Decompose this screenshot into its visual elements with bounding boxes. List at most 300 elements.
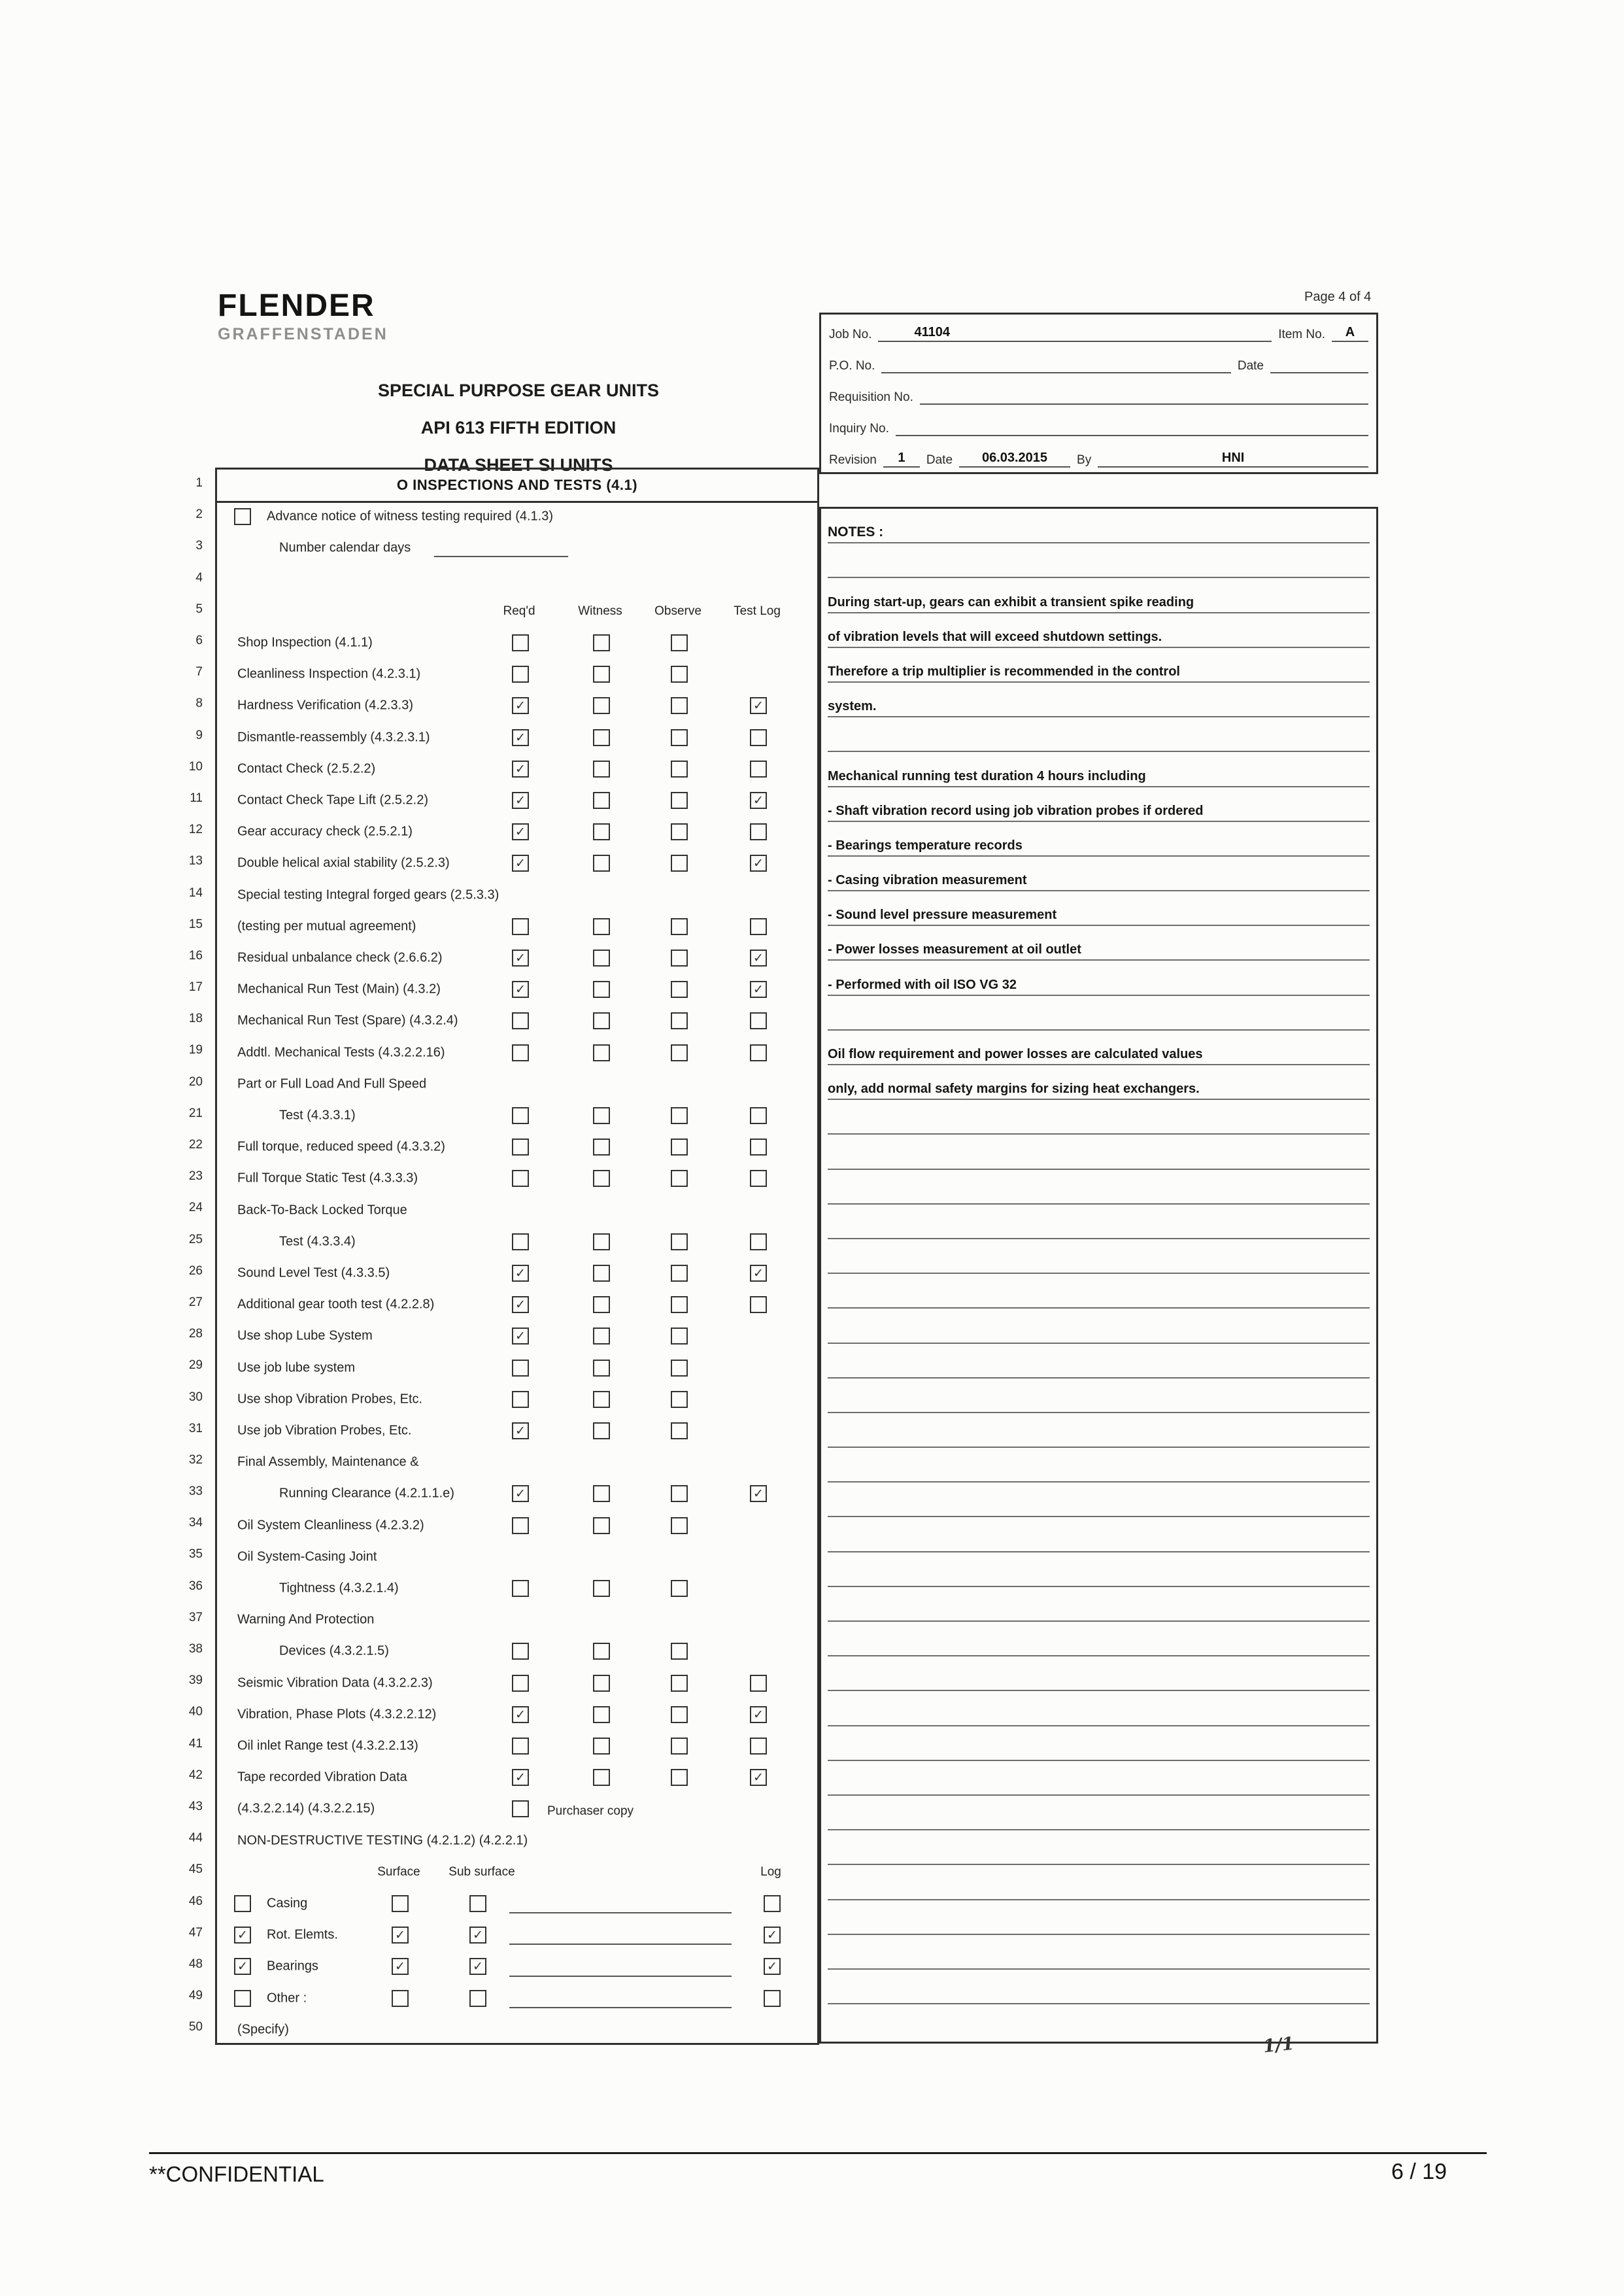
checklist-row-21 (217, 1100, 817, 1131)
col-header-observe: Observe (654, 604, 702, 618)
observe-checkbox[interactable] (671, 981, 688, 998)
row-number-column (157, 468, 208, 2043)
ndt-row (217, 1888, 817, 1919)
checklist-row-label: Contact Check (2.5.2.2) (237, 761, 376, 776)
note-blank-line (828, 717, 1370, 752)
testlog-checkbox[interactable] (750, 729, 767, 746)
checklist-row-label: Part or Full Load And Full Speed (237, 1076, 427, 1091)
note-blank-line (828, 1239, 1370, 1274)
row-number: 5 (195, 602, 203, 616)
observe-checkbox[interactable] (671, 1517, 688, 1534)
reqd-checkbox[interactable]: ✓ (512, 981, 529, 998)
flender-logo (218, 288, 388, 344)
witness-checkbox[interactable] (593, 761, 610, 778)
observe-checkbox[interactable] (671, 950, 688, 967)
witness-checkbox[interactable] (593, 666, 610, 683)
observe-checkbox[interactable] (671, 1643, 688, 1660)
checklist-row-16 (217, 942, 817, 974)
row-number: 19 (188, 1043, 203, 1057)
note-blank-line (828, 1726, 1370, 1761)
advance-notice-row (217, 501, 817, 532)
checklist-row-19 (217, 1037, 817, 1069)
checklist-row-label: Vibration, Phase Plots (4.3.2.2.12) (237, 1707, 437, 1722)
note-blank-line (828, 1865, 1370, 1900)
job-no-field[interactable]: 41104 (878, 325, 1272, 342)
surface-checkbox[interactable]: ✓ (392, 1958, 409, 1975)
reqd-checkbox[interactable] (512, 918, 529, 935)
reqd-checkbox[interactable] (512, 1517, 529, 1534)
witness-checkbox[interactable] (593, 1328, 610, 1345)
observe-checkbox[interactable] (671, 1233, 688, 1250)
testlog-checkbox[interactable] (750, 1738, 767, 1755)
checklist-row-label: Oil System Cleanliness (4.2.3.2) (237, 1518, 424, 1533)
witness-checkbox[interactable] (593, 1422, 610, 1439)
testlog-checkbox[interactable]: ✓ (750, 981, 767, 998)
witness-checkbox[interactable] (593, 729, 610, 746)
checklist-row-37 (217, 1604, 817, 1636)
testlog-checkbox[interactable] (750, 1044, 767, 1061)
note-blank-line (828, 1482, 1370, 1517)
note-blank-line (828, 1935, 1370, 1970)
note-blank-line (828, 1656, 1370, 1691)
row-number: 22 (188, 1138, 203, 1152)
ndt-write-line (509, 1976, 732, 1977)
observe-checkbox[interactable] (671, 1265, 688, 1282)
advance-notice-checkbox[interactable] (234, 508, 251, 525)
calendar-days-row (217, 532, 817, 564)
logo-graffenstaden-text: GRAFFENSTADEN (218, 325, 388, 343)
ndt-row (217, 1951, 817, 1982)
row-number: 11 (190, 791, 203, 805)
note-blank-line (828, 1309, 1370, 1343)
testlog-checkbox[interactable]: ✓ (750, 855, 767, 872)
ndt-log-header: Log (760, 1864, 781, 1879)
reqd-checkbox[interactable]: ✓ (512, 1485, 529, 1502)
reqd-checkbox[interactable]: ✓ (512, 761, 529, 778)
row-number: 32 (188, 1452, 203, 1467)
subsurface-checkbox[interactable] (469, 1990, 486, 2007)
checklist-row-label: Back-To-Back Locked Torque (237, 1203, 407, 1218)
testlog-checkbox[interactable] (750, 918, 767, 935)
checklist-row-label: Shop Inspection (4.1.1) (237, 635, 373, 650)
ndt-row-label: Other : (267, 1991, 307, 2006)
observe-checkbox[interactable] (671, 761, 688, 778)
log-checkbox[interactable]: ✓ (764, 1958, 781, 1975)
checklist-row-6 (217, 627, 817, 659)
observe-checkbox[interactable] (671, 1769, 688, 1786)
row-number: 43 (188, 1799, 203, 1813)
checklist-row-label: Mechanical Run Test (Main) (4.3.2) (237, 982, 441, 997)
inspections-panel (215, 468, 819, 2045)
note-text-line: - Casing vibration measurement (828, 857, 1370, 891)
item-checkbox[interactable]: ✓ (234, 1927, 251, 1944)
note-blank-line (828, 1170, 1370, 1205)
testlog-checkbox[interactable]: ✓ (750, 792, 767, 809)
revision-field[interactable]: 1 (883, 451, 920, 468)
inquiry-row (829, 409, 1368, 440)
ndt-row (217, 1919, 817, 1951)
checklist-row-13 (217, 848, 817, 879)
reqd-checkbox[interactable] (512, 1580, 529, 1597)
note-blank-line (828, 1691, 1370, 1726)
item-checkbox[interactable] (234, 1990, 251, 2007)
surface-checkbox[interactable] (392, 1990, 409, 2007)
observe-checkbox[interactable] (671, 1328, 688, 1345)
checklist-row-25 (217, 1226, 817, 1258)
row-number: 48 (188, 1957, 203, 1971)
checklist-row-label: Hardness Verification (4.2.3.3) (237, 698, 414, 713)
witness-checkbox[interactable] (593, 950, 610, 967)
note-text-line: - Performed with oil ISO VG 32 (828, 961, 1370, 995)
testlog-checkbox[interactable] (750, 1170, 767, 1187)
reqd-checkbox[interactable] (512, 1675, 529, 1692)
checklist-row-27 (217, 1289, 817, 1320)
witness-checkbox[interactable] (593, 1044, 610, 1061)
row-number: 21 (188, 1106, 203, 1120)
reqd-checkbox[interactable]: ✓ (512, 1328, 529, 1345)
ndt-write-line (509, 1944, 732, 1945)
testlog-checkbox[interactable] (750, 1012, 767, 1029)
note-text-line: of vibration levels that will exceed shutdown settings. (828, 613, 1370, 648)
observe-checkbox[interactable] (671, 1738, 688, 1755)
checklist-row-label: Full torque, reduced speed (4.3.3.2) (237, 1139, 445, 1154)
requisition-row (829, 377, 1368, 409)
witness-checkbox[interactable] (593, 1296, 610, 1313)
revision-row (829, 440, 1368, 471)
witness-checkbox[interactable] (593, 1738, 610, 1755)
checklist-row-label: Final Assembly, Maintenance & (237, 1454, 419, 1469)
note-blank-line (828, 1413, 1370, 1448)
row-number: 13 (188, 854, 203, 868)
row-number: 18 (188, 1012, 203, 1026)
row-number: 2 (195, 507, 203, 522)
checklist-row-label: Use job Vibration Probes, Etc. (237, 1423, 412, 1438)
observe-checkbox[interactable] (671, 1139, 688, 1156)
witness-checkbox[interactable] (593, 1580, 610, 1597)
po-no-field[interactable] (881, 356, 1230, 373)
observe-checkbox[interactable] (671, 792, 688, 809)
witness-checkbox[interactable] (593, 634, 610, 651)
witness-checkbox[interactable] (593, 1517, 610, 1534)
testlog-checkbox[interactable] (750, 1675, 767, 1692)
witness-checkbox[interactable] (593, 792, 610, 809)
reqd-checkbox[interactable] (512, 1139, 529, 1156)
testlog-checkbox[interactable] (750, 1107, 767, 1124)
checklist-row-12 (217, 816, 817, 848)
page-count-mark: 1/1 (1262, 2033, 1295, 2057)
inquiry-field[interactable] (896, 419, 1368, 436)
note-blank-line (828, 1796, 1370, 1830)
row-number: 45 (188, 1862, 203, 1877)
row-number: 15 (188, 917, 203, 931)
witness-checkbox[interactable] (593, 1360, 610, 1377)
note-text-line: - Sound level pressure measurement (828, 891, 1370, 926)
checklist-row-8 (217, 690, 817, 721)
col-header-reqd: Req'd (503, 604, 535, 618)
row-number: 26 (188, 1263, 203, 1278)
col-header-testlog: Test Log (734, 604, 781, 618)
row-number: 37 (188, 1610, 203, 1624)
observe-checkbox[interactable] (671, 1012, 688, 1029)
note-blank-line (828, 1448, 1370, 1482)
checklist-row-28 (217, 1320, 817, 1352)
reqd-checkbox[interactable]: ✓ (512, 1422, 529, 1439)
row-number: 1 (195, 476, 203, 490)
checklist-row-23 (217, 1163, 817, 1194)
witness-checkbox[interactable] (593, 1769, 610, 1786)
testlog-checkbox[interactable]: ✓ (750, 1706, 767, 1723)
po-no-row (829, 346, 1368, 377)
item-no-field[interactable]: A (1332, 325, 1368, 342)
observe-checkbox[interactable] (671, 1675, 688, 1692)
row-number: 8 (195, 696, 203, 711)
date-field[interactable] (1270, 356, 1368, 373)
reqd-checkbox[interactable]: ✓ (512, 792, 529, 809)
log-checkbox[interactable] (764, 1990, 781, 2007)
note-blank-line (828, 1135, 1370, 1169)
observe-checkbox[interactable] (671, 1485, 688, 1502)
requisition-field[interactable] (920, 388, 1368, 405)
observe-checkbox[interactable] (671, 1706, 688, 1723)
observe-checkbox[interactable] (671, 855, 688, 872)
job-info-box (819, 313, 1378, 474)
checklist-row-36 (217, 1573, 817, 1604)
reqd-checkbox[interactable]: ✓ (512, 855, 529, 872)
observe-checkbox[interactable] (671, 1170, 688, 1187)
reqd-checkbox[interactable] (512, 1643, 529, 1660)
reqd-checkbox[interactable]: ✓ (512, 1769, 529, 1786)
po-no-label: P.O. No. (829, 359, 875, 373)
checklist-row-label: Special testing Integral forged gears (2.5.3.3) (237, 887, 499, 902)
testlog-checkbox[interactable]: ✓ (750, 1265, 767, 1282)
checklist-row-label: Use shop Vibration Probes, Etc. (237, 1392, 423, 1407)
witness-checkbox[interactable] (593, 1643, 610, 1660)
by-label: By (1077, 453, 1092, 467)
calendar-days-field[interactable] (434, 556, 568, 557)
checklist-row-33 (217, 1478, 817, 1509)
note-blank-line (828, 1761, 1370, 1796)
ndt-row-label: Rot. Elemts. (267, 1927, 338, 1942)
testlog-checkbox[interactable]: ✓ (750, 950, 767, 967)
observe-checkbox[interactable] (671, 1422, 688, 1439)
row-number: 10 (188, 759, 203, 774)
witness-checkbox[interactable] (593, 1107, 610, 1124)
note-blank-line (828, 996, 1370, 1031)
witness-checkbox[interactable] (593, 697, 610, 714)
observe-checkbox[interactable] (671, 1044, 688, 1061)
log-checkbox[interactable]: ✓ (764, 1927, 781, 1944)
date-label: Date (1237, 359, 1264, 373)
reqd-checkbox[interactable]: ✓ (512, 1706, 529, 1723)
observe-checkbox[interactable] (671, 823, 688, 840)
witness-checkbox[interactable] (593, 823, 610, 840)
observe-checkbox[interactable] (671, 666, 688, 683)
notes-panel (819, 507, 1378, 2044)
note-blank-line (828, 1344, 1370, 1379)
row-number: 41 (188, 1736, 203, 1751)
ndt-subsurface-header: Sub surface (448, 1864, 515, 1879)
row-number: 20 (188, 1074, 203, 1089)
checklist-row-label: Contact Check Tape Lift (2.5.2.2) (237, 793, 429, 808)
surface-checkbox[interactable]: ✓ (392, 1927, 409, 1944)
checklist-row-label: Tightness (4.3.2.1.4) (279, 1581, 399, 1596)
row-number: 14 (188, 885, 203, 900)
observe-checkbox[interactable] (671, 1296, 688, 1313)
reqd-checkbox[interactable] (512, 1012, 529, 1029)
witness-checkbox[interactable] (593, 918, 610, 935)
subsurface-checkbox[interactable] (469, 1895, 486, 1912)
item-checkbox[interactable]: ✓ (234, 1958, 251, 1975)
ndt-title-row (217, 1825, 817, 1857)
reqd-checkbox[interactable]: ✓ (512, 950, 529, 967)
checklist-row-18 (217, 1005, 817, 1037)
observe-checkbox[interactable] (671, 697, 688, 714)
advance-notice-label: Advance notice of witness testing required (4.1.3) (267, 509, 554, 524)
checklist-row-label: Residual unbalance check (2.6.6.2) (237, 950, 443, 965)
checklist-row-label: Seismic Vibration Data (4.3.2.2.3) (237, 1675, 433, 1690)
note-blank-line (828, 1379, 1370, 1413)
reqd-checkbox[interactable] (512, 666, 529, 683)
revision-date-label: Date (926, 453, 953, 467)
observe-checkbox[interactable] (671, 918, 688, 935)
row-number: 35 (188, 1547, 203, 1562)
checklist-row-label: Tape recorded Vibration Data (237, 1770, 407, 1785)
witness-checkbox[interactable] (593, 1391, 610, 1408)
by-field[interactable]: HNI (1098, 451, 1368, 468)
checklist-row-label: Test (4.3.3.1) (279, 1108, 356, 1123)
checklist-row-label: Gear accuracy check (2.5.2.1) (237, 824, 413, 839)
row-number: 7 (195, 665, 203, 679)
reqd-checkbox[interactable] (512, 634, 529, 651)
row-number: 39 (188, 1673, 203, 1688)
witness-checkbox[interactable] (593, 1265, 610, 1282)
witness-checkbox[interactable] (593, 1706, 610, 1723)
ndt-title: NON-DESTRUCTIVE TESTING (4.2.1.2) (4.2.2.1) (237, 1833, 528, 1848)
item-no-label: Item No. (1278, 328, 1325, 341)
reqd-checkbox[interactable]: ✓ (512, 1265, 529, 1282)
subsurface-checkbox[interactable]: ✓ (469, 1927, 486, 1944)
witness-checkbox[interactable] (593, 1675, 610, 1692)
note-blank-line (828, 1517, 1370, 1552)
observe-checkbox[interactable] (671, 634, 688, 651)
row-number: 24 (188, 1201, 203, 1215)
requisition-label: Requisition No. (829, 390, 913, 404)
reqd-checkbox[interactable] (512, 1170, 529, 1187)
log-checkbox[interactable] (764, 1895, 781, 1912)
observe-checkbox[interactable] (671, 1360, 688, 1377)
row-number: 36 (188, 1579, 203, 1593)
checklist-row-39 (217, 1668, 817, 1699)
reqd-checkbox[interactable] (512, 1044, 529, 1061)
revision-date-field[interactable]: 06.03.2015 (959, 451, 1070, 468)
witness-checkbox[interactable] (593, 981, 610, 998)
checklist-row-label: Use shop Lube System (237, 1328, 373, 1343)
checklist-row-label: Dismantle-reassembly (4.3.2.3.1) (237, 730, 430, 745)
witness-checkbox[interactable] (593, 1233, 610, 1250)
testlog-checkbox[interactable] (750, 1233, 767, 1250)
testlog-checkbox[interactable] (750, 1139, 767, 1156)
note-blank-line (828, 1587, 1370, 1622)
reqd-checkbox[interactable] (512, 1360, 529, 1377)
note-blank-line (828, 1274, 1370, 1309)
checklist-row-label: Addtl. Mechanical Tests (4.3.2.2.16) (237, 1045, 445, 1060)
checklist-row-38 (217, 1636, 817, 1667)
testlog-checkbox[interactable]: ✓ (750, 1769, 767, 1786)
row-number: 30 (188, 1390, 203, 1404)
observe-checkbox[interactable] (671, 1580, 688, 1597)
reqd-checkbox[interactable]: ✓ (512, 1296, 529, 1313)
specify-row (217, 2014, 817, 2046)
checklist-row-7 (217, 659, 817, 690)
reqd-checkbox[interactable]: ✓ (512, 823, 529, 840)
checklist-row-24 (217, 1195, 817, 1226)
reqd-checkbox[interactable] (512, 1800, 529, 1817)
testlog-checkbox[interactable] (750, 1296, 767, 1313)
row-number: 16 (188, 948, 203, 963)
checklist-row-17 (217, 974, 817, 1005)
row-number: 44 (188, 1831, 203, 1845)
note-text-line: - Bearings temperature records (828, 822, 1370, 857)
surface-checkbox[interactable] (392, 1895, 409, 1912)
notes-label: NOTES : (828, 524, 884, 540)
testlog-checkbox[interactable] (750, 761, 767, 778)
row-number: 4 (195, 570, 203, 585)
checklist-row-9 (217, 722, 817, 753)
testlog-checkbox[interactable] (750, 823, 767, 840)
testlog-checkbox[interactable]: ✓ (750, 1485, 767, 1502)
note-text-line: Mechanical running test duration 4 hours including (828, 752, 1370, 787)
reqd-checkbox[interactable] (512, 1107, 529, 1124)
page-number: 6 / 19 (1391, 2159, 1447, 2184)
row-number: 50 (188, 2020, 203, 2034)
witness-checkbox[interactable] (593, 1139, 610, 1156)
reqd-checkbox[interactable]: ✓ (512, 729, 529, 746)
notes-header-line (828, 509, 1370, 543)
checklist-row-label: Running Clearance (4.2.1.1.e) (279, 1486, 454, 1501)
row-number: 46 (188, 1894, 203, 1908)
observe-checkbox[interactable] (671, 729, 688, 746)
ndt-row-label: Bearings (267, 1959, 318, 1974)
specify-label: (Specify) (237, 2022, 289, 2037)
row-number: 9 (195, 728, 203, 742)
job-no-label: Job No. (829, 328, 872, 341)
section-header: O INSPECTIONS AND TESTS (4.1) (217, 470, 817, 503)
reqd-checkbox[interactable] (512, 1233, 529, 1250)
row-number: 27 (188, 1295, 203, 1309)
item-checkbox[interactable] (234, 1895, 251, 1912)
row-number: 17 (188, 980, 203, 995)
reqd-checkbox[interactable]: ✓ (512, 697, 529, 714)
reqd-checkbox[interactable] (512, 1391, 529, 1408)
checklist-row-label: Devices (4.3.2.1.5) (279, 1643, 389, 1658)
observe-checkbox[interactable] (671, 1107, 688, 1124)
row-number: 33 (188, 1484, 203, 1499)
testlog-checkbox[interactable]: ✓ (750, 697, 767, 714)
subsurface-checkbox[interactable]: ✓ (469, 1958, 486, 1975)
note-text-line: system. (828, 683, 1370, 717)
note-blank-line (828, 1900, 1370, 1935)
checklist-row-42 (217, 1762, 817, 1793)
witness-checkbox[interactable] (593, 1170, 610, 1187)
observe-checkbox[interactable] (671, 1391, 688, 1408)
witness-checkbox[interactable] (593, 1012, 610, 1029)
note-text-line: only, add normal safety margins for sizing heat exchangers. (828, 1065, 1370, 1100)
checklist-row-label: Use job lube system (237, 1360, 356, 1375)
witness-checkbox[interactable] (593, 1485, 610, 1502)
checklist-row-15 (217, 911, 817, 942)
reqd-checkbox[interactable] (512, 1738, 529, 1755)
witness-checkbox[interactable] (593, 855, 610, 872)
